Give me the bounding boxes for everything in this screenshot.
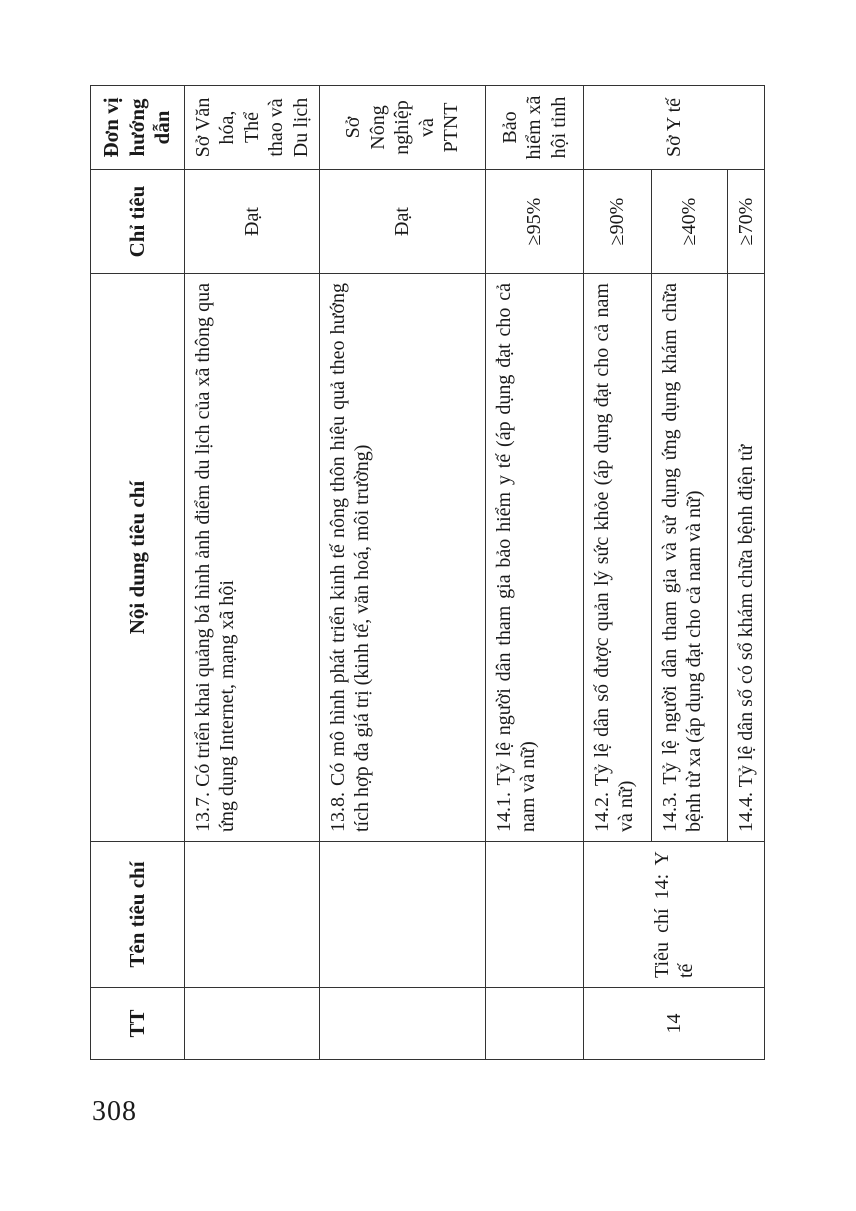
cell-name	[485, 842, 583, 988]
header-tt: TT	[91, 988, 185, 1060]
criteria-table	[90, 85, 765, 1060]
cell-content: 13.8. Có mô hình phát triển kinh tế nông thôn hiệu quả theo hướng tích hợp đa giá trị (kinh tế, văn hoá, môi trường)	[319, 274, 485, 842]
table-row	[485, 86, 583, 1060]
header-unit: Đơn vị hướng dẫn	[91, 86, 185, 170]
cell-unit: Bảo hiểm xã hội tỉnh	[485, 86, 583, 170]
cell-tt: 14	[583, 988, 764, 1060]
page-number: 308	[92, 1096, 137, 1127]
cell-content: 13.7. Có triển khai quảng bá hình ảnh điểm du lịch của xã thông qua ứng dụng Internet, mạng xã hội	[185, 274, 320, 842]
cell-unit: Sở Y tế	[583, 86, 764, 170]
header-content: Nội dung tiêu chí	[91, 274, 185, 842]
cell-target: Đạt	[185, 170, 320, 274]
cell-content: 14.3. Tỷ lệ người dân tham gia và sử dụng ứng dụng khám chữa bệnh từ xa (áp dụng đạt cho cả nam và nữ)	[651, 274, 727, 842]
table-row	[319, 86, 485, 1060]
cell-tt	[319, 988, 485, 1060]
cell-name	[185, 842, 320, 988]
cell-target: ≥90%	[583, 170, 651, 274]
cell-content: 14.4. Tỷ lệ dân số có sổ khám chữa bệnh điện tử	[727, 274, 764, 842]
header-name: Tên tiêu chí	[91, 842, 185, 988]
table-row	[185, 86, 320, 1060]
cell-unit: Sở Văn hóa, Thể thao và Du lịch	[185, 86, 320, 170]
cell-content: 14.1. Tỷ lệ người dân tham gia bảo hiểm y tế (áp dụng đạt cho cả nam và nữ)	[485, 274, 583, 842]
cell-name: Tiêu chí 14: Y tế	[583, 842, 764, 988]
cell-tt	[485, 988, 583, 1060]
header-target: Chỉ tiêu	[91, 170, 185, 274]
table-row	[583, 86, 651, 1060]
cell-target: ≥40%	[651, 170, 727, 274]
table-header-row	[91, 86, 185, 1060]
cell-target: Đạt	[319, 170, 485, 274]
cell-target: ≥95%	[485, 170, 583, 274]
cell-name	[319, 842, 485, 988]
cell-unit: Sở Nông nghiệp và PTNT	[319, 86, 485, 170]
cell-tt	[185, 988, 320, 1060]
rotated-table-area	[90, 86, 760, 1060]
cell-content: 14.2. Tỷ lệ dân số được quản lý sức khỏe (áp dụng đạt cho cả nam và nữ)	[583, 274, 651, 842]
rotated-table-container	[90, 86, 760, 1060]
cell-target: ≥70%	[727, 170, 764, 274]
